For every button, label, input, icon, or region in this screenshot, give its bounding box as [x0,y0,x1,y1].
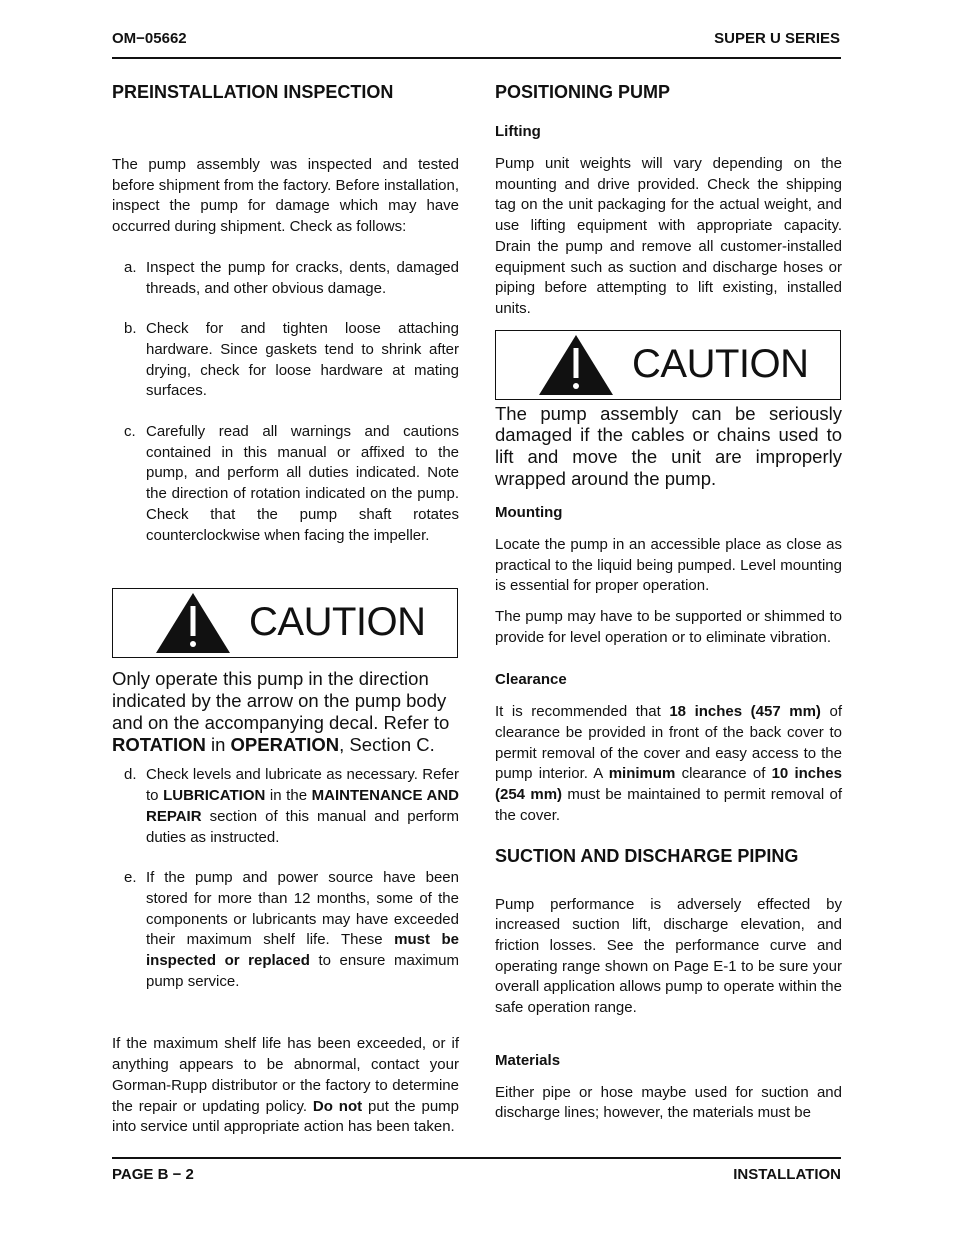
list-item-b [112,319,459,402]
caution-text-lifting: The pump assembly can be seriously damaged if the cables or chains used to lift and move the unit are improperly wrapped around the pump. [495,402,842,490]
section-name: INSTALLATION [733,1166,841,1183]
list-item-d [112,765,459,848]
caution-label: CAUTION [249,600,426,645]
list-label: b. [124,320,137,338]
shelf-life-paragraph: If the maximum shelf life has been exceeded, or if anything appears to be abnormal, contact your Gorman-Rupp distributor or the factory to determine the repair or updating policy. Do not put the pump into service until appropriate action has been taken. [112,1035,459,1136]
preinstallation-heading: PREINSTALLATION INSPECTION [112,82,394,102]
list-label: a. [124,258,137,276]
list-text: Carefully read all warnings and cautions contained in this manual or affixed to the pump, and perform all duties indicated. Note the direction of rotation indicated on the pump. Check that the pump shaft rotates counterclockwise when facing the impeller. [146,423,459,544]
positioning-heading: POSITIONING PUMP [495,82,671,102]
clearance-subheading: Clearance [495,671,567,689]
caution-text-rotation: Only operate this pump in the direction indicated by the arrow on the pump body and on the accompanying decal. Refer to ROTATION in OPERATION, Section C. [112,668,450,755]
page-number: PAGE B − 2 [112,1166,194,1183]
caution-label: CAUTION [632,341,809,386]
mounting-paragraph-1: Locate the pump in an accessible place as close as practical to the liquid being pumped. Level mounting is essential for proper operation. [495,535,842,595]
caution-box-rotation [112,588,458,658]
list-item-a [112,258,459,299]
document-number: OM−05662 [112,30,187,47]
list-item-c [112,422,459,546]
header-rule [112,57,841,59]
list-label: e. [124,869,137,887]
list-text: Check for and tighten loose attaching hardware. Since gaskets tend to shrink after drying, check for loose hardware at mating surfaces. [146,320,459,400]
lifting-paragraph: Pump unit weights will vary depending on the mounting and drive provided. Check the shipping tag on the unit packaging for the actual weight, and use lifting equipment with appropriate capacity. Drain the pump and remove all customer-installed equipment such as suction and discharge hoses or piping before attempting to lift existing, installed units. [495,155,842,317]
piping-heading: SUCTION AND DISCHARGE PIPING [495,845,799,866]
mounting-paragraph-2: The pump may have to be supported or shimmed to provide for level operation or to eliminate vibration. [495,607,842,646]
footer-rule [112,1157,841,1159]
series-title: SUPER U SERIES [714,30,840,47]
list-text: If the pump and power source have been stored for more than 12 months, some of the components or lubricants may have exceeded their maximum shelf life. These must be inspected or replaced to ensure maximum pump service. [146,869,460,990]
warning-triangle-icon [538,334,614,396]
lifting-subheading: Lifting [495,123,541,140]
list-label: d. [124,766,137,784]
materials-subheading: Materials [495,1051,561,1069]
list-item-e [112,868,459,992]
piping-paragraph: Pump performance is adversely effected by increased suction lift, discharge elevation, and friction losses. See the performance curve and operating range shown on Page E-1 to be sure your overall application allows pump to operate within the safe operation range. [495,895,842,1017]
left-column [112,80,459,1138]
list-label: c. [124,423,136,441]
list-text: Inspect the pump for cracks, dents, damaged threads, and other obvious damage. [146,258,459,297]
clearance-paragraph: It is recommended that 18 inches (457 mm) of clearance be provided in front of the back cover to permit removal of the cover and easy access to the pump interior. A minimum clearance of 10 inches (254 mm) must be maintained to permit removal of the cover. [495,703,842,824]
right-column [495,80,842,1124]
materials-paragraph: Either pipe or hose maybe used for suction and discharge lines; however, the materials must be [495,1083,842,1122]
list-text: Check levels and lubricate as necessary. Refer to LUBRICATION in the MAINTENANCE AND REPAIR section of this manual and perform duties as instructed. [146,766,459,846]
caution-box-lifting [495,330,841,400]
mounting-subheading: Mounting [495,503,563,521]
preinstallation-intro: The pump assembly was inspected and tested before shipment from the factory. Before installation, inspect the pump for damage which may have occurred during shipment. Check as follows: [112,156,459,236]
warning-triangle-icon [155,592,231,654]
